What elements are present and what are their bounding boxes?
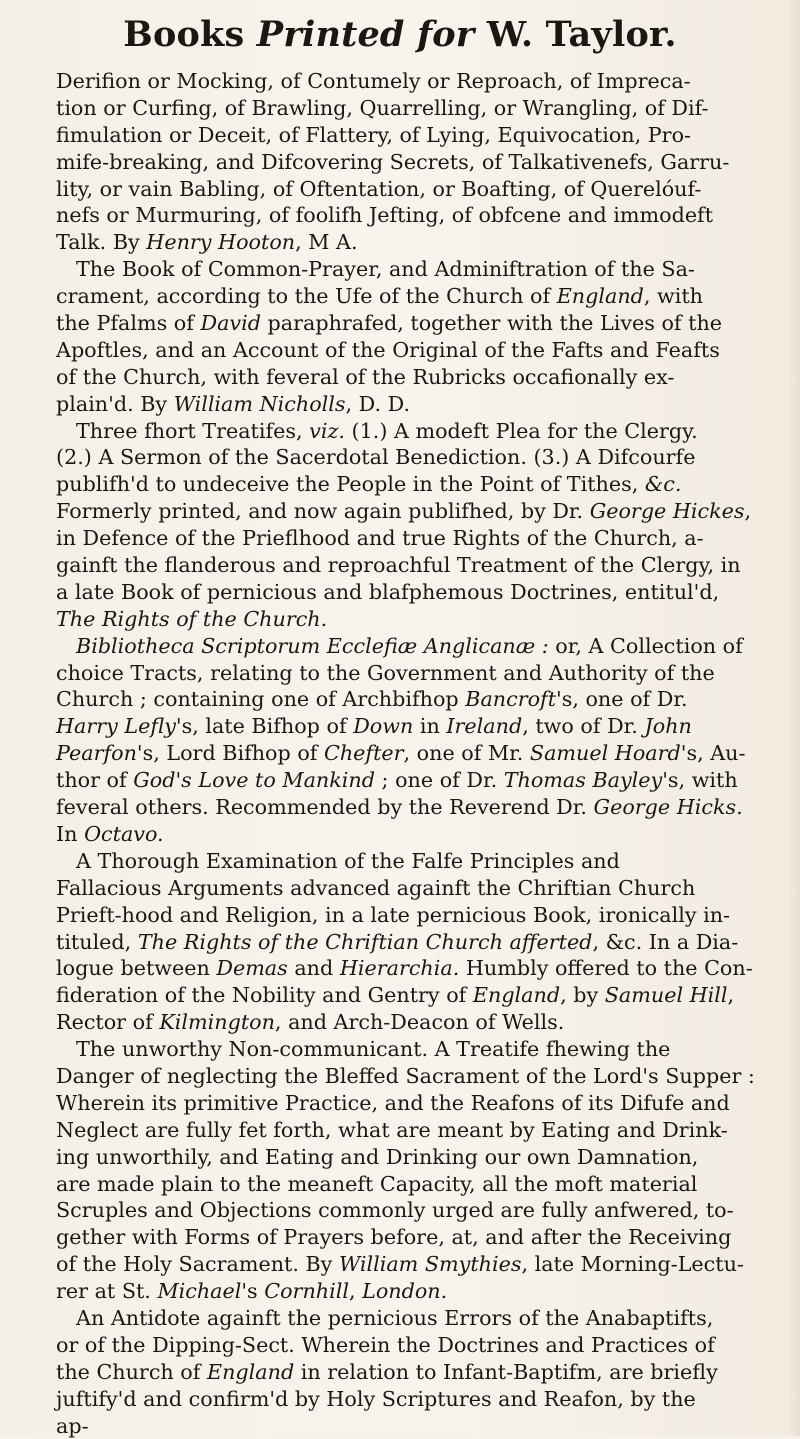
text-span: tituled,: [56, 929, 138, 954]
text-line: [56, 364, 786, 391]
text-line: [56, 1009, 786, 1036]
text-span: or, A Collection of: [548, 633, 743, 658]
text-line: [56, 875, 786, 902]
text-span: In: [56, 821, 85, 846]
text-span: , and Arch-Deacon of Wells.: [274, 1010, 565, 1035]
text-span: a late Book of pernicious and blafphemous Doctrines, entitul'd,: [56, 579, 720, 604]
italic-span: Bancroft: [465, 687, 557, 712]
text-line: [56, 202, 786, 229]
text-line: [56, 391, 786, 418]
italic-span: England: [556, 284, 644, 309]
italic-span: William Smythies: [338, 1252, 522, 1277]
text-line: [56, 122, 786, 149]
text-span: or of the Dipping-Sect. Wherein the Doctrines and Practices of: [56, 1332, 715, 1357]
text-line: [56, 337, 786, 364]
text-span: crament, according to the Ufe of the Church of: [56, 284, 557, 309]
text-line: [56, 767, 786, 794]
italic-span: Ireland: [446, 714, 523, 739]
text-span: in: [413, 714, 447, 739]
text-span: Three fhort Treatifes,: [76, 418, 310, 443]
text-span: in Defence of the Prieflhood and true Rights of the Church, a-: [56, 526, 704, 551]
text-span: and: [287, 956, 340, 981]
text-span: Fallacious Arguments advanced againft the Chriftian Church: [56, 875, 696, 900]
text-span: Scruples and Objections commonly urged are fully anfwered, to-: [56, 1198, 734, 1223]
italic-span: England: [472, 983, 561, 1008]
text-line: [56, 256, 786, 283]
text-line: [56, 310, 786, 337]
text-line: [56, 498, 786, 525]
italic-span: George Hicks.: [593, 795, 743, 820]
text-span: fideration of the Nobility and Gentry of: [56, 983, 473, 1008]
italic-span: The Rights of the Chriftian Church afferted: [137, 929, 593, 954]
text-line: [56, 1332, 786, 1359]
italic-span: Kilmington: [159, 1010, 275, 1035]
text-line: [56, 633, 786, 660]
italic-span: God's Love to Mankind: [133, 768, 375, 793]
italic-span: Harry Lefly: [56, 714, 176, 739]
text-span: logue between: [56, 956, 217, 981]
text-span: ,: [727, 983, 735, 1008]
text-span: mife-breaking, and Difcovering Secrets, of Talkativenefs, Garru-: [56, 149, 730, 174]
catalogue-text: [56, 68, 786, 1439]
text-span: The Book of Common-Prayer, and Adminiftration of the Sa-: [76, 257, 695, 282]
text-line: [56, 955, 786, 982]
text-span: (1.) A modeft Plea for the Clergy.: [344, 418, 698, 443]
text-span: Neglect are fully fet forth, what are meant by Eating and Drink-: [56, 1117, 728, 1142]
italic-span: England: [207, 1359, 295, 1384]
text-line: [56, 740, 786, 767]
italic-span: Michael: [157, 1279, 242, 1304]
header-italic: Printed for: [256, 14, 475, 55]
italic-span: London.: [362, 1279, 448, 1304]
text-line: [56, 176, 786, 203]
text-line: [56, 982, 786, 1009]
italic-span: Cornhill: [264, 1279, 349, 1304]
text-line: [56, 552, 786, 579]
text-span: (2.) A Sermon of the Sacerdotal Benediction. (3.) A Difcourfe: [56, 445, 696, 470]
text-span: Apoftles, and an Account of the Original of the Fafts and Feafts: [56, 337, 720, 362]
text-span: 's, late Bifhop of: [175, 714, 354, 739]
italic-span: John: [644, 714, 692, 739]
running-header: [0, 14, 800, 56]
text-line: [56, 1117, 786, 1144]
text-span: feveral others. Recommended by the Reverend Dr.: [56, 795, 594, 820]
text-span: the Pfalms of: [56, 311, 201, 336]
text-line: [56, 794, 786, 821]
text-line: [56, 821, 786, 848]
text-span: lity, or vain Babling, of Oftentation, or Boafting, of Querelóuf-: [56, 176, 702, 201]
text-span: of the Church, with feveral of the Rubricks occafionally ex-: [56, 364, 675, 389]
text-span: fimulation or Deceit, of Flattery, of Lying, Equivocation, Pro-: [56, 122, 692, 147]
text-span: The unworthy Non-communicant. A Treatife fhewing the: [76, 1037, 671, 1062]
italic-span: viz.: [309, 418, 345, 443]
italic-span: David: [200, 311, 261, 336]
text-span: , M A.: [295, 230, 358, 255]
text-line: [56, 713, 786, 740]
italic-span: Samuel Hill: [604, 983, 728, 1008]
text-span: ap-: [56, 1413, 89, 1438]
text-span: , by: [560, 983, 605, 1008]
text-line: [56, 229, 786, 256]
text-line: [56, 1386, 786, 1413]
text-span: the Church of: [56, 1359, 207, 1384]
text-span: Church ; containing one of Archbifhop: [56, 687, 466, 712]
text-span: Prieft-hood and Religion, in a late pernicious Book, ironically in-: [56, 902, 731, 927]
text-span: tion or Curfing, of Brawling, Quarrelling, or Wrangling, of Dif-: [56, 95, 709, 120]
text-span: 's, one of Dr.: [556, 687, 688, 712]
text-span: in relation to Infant-Baptifm, are briefly: [294, 1359, 718, 1384]
text-span: Wherein its primitive Practice, and the Reafons of its Difufe and: [56, 1090, 730, 1115]
text-line: [56, 283, 786, 310]
text-line: [56, 686, 786, 713]
text-span: publifh'd to undeceive the People in the Point of Tithes,: [56, 472, 645, 497]
text-span: , &c. In a Dia-: [592, 929, 739, 954]
text-line: [56, 929, 786, 956]
text-span: Rector of: [56, 1010, 160, 1035]
text-line: [56, 418, 786, 445]
text-span: are made plain to the meaneft Capacity, all the moft material: [56, 1171, 698, 1196]
text-span: ,: [348, 1279, 363, 1304]
text-line: [56, 606, 786, 633]
text-line: [56, 902, 786, 929]
text-span: , late Morning-Lectu-: [521, 1252, 744, 1277]
text-span: , with: [643, 284, 704, 309]
italic-span: Henry Hooton: [146, 230, 296, 255]
text-line: [56, 1359, 786, 1386]
text-line: [56, 1090, 786, 1117]
text-span: 's, Lord Bifhop of: [136, 741, 325, 766]
header-prefix: Books: [123, 14, 257, 55]
italic-span: George Hickes: [589, 499, 745, 524]
text-span: , D. D.: [345, 391, 411, 416]
text-span: 's, with: [662, 768, 738, 793]
text-span: An Antidote againft the pernicious Errors of the Anabaptifts,: [76, 1305, 714, 1330]
text-line: [56, 525, 786, 552]
text-span: of the Holy Sacrament. By: [56, 1252, 339, 1277]
italic-span: Chefter: [324, 741, 404, 766]
text-line: [56, 1144, 786, 1171]
italic-span: The Rights of the Church.: [56, 606, 328, 631]
text-span: A Thorough Examination of the Falfe Principles and: [76, 848, 620, 873]
italic-span: Samuel Hoard: [529, 741, 681, 766]
text-line: [56, 1224, 786, 1251]
text-span: Danger of neglecting the Bleffed Sacrament of the Lord's Supper :: [56, 1063, 755, 1088]
text-span: choice Tracts, relating to the Government and Authority of the: [56, 660, 715, 685]
header-suffix: W. Taylor.: [474, 14, 677, 55]
text-span: thor of: [56, 768, 134, 793]
italic-span: William Nicholls: [173, 391, 346, 416]
page-edge: [786, 0, 800, 1436]
italic-span: Octavo.: [84, 821, 164, 846]
text-line: [56, 1305, 786, 1332]
text-span: Derifion or Mocking, of Contumely or Reproach, of Impreca-: [56, 69, 691, 93]
text-span: ing unworthily, and Eating and Drinking our own Damnation,: [56, 1144, 699, 1169]
text-line: [56, 660, 786, 687]
text-span: plain'd. By: [56, 391, 174, 416]
text-span: Talk. By: [56, 230, 147, 255]
text-line: [56, 1413, 786, 1439]
text-line: [56, 1251, 786, 1278]
text-span: gether with Forms of Prayers before, at, and after the Receiving: [56, 1225, 732, 1250]
italic-span: Hierarchia.: [339, 956, 460, 981]
italic-span: Pearfon: [56, 741, 137, 766]
text-span: ; one of Dr.: [374, 768, 504, 793]
italic-span: Down: [353, 714, 414, 739]
text-line: [56, 149, 786, 176]
text-line: [56, 1171, 786, 1198]
text-line: [56, 848, 786, 875]
text-line: [56, 1278, 786, 1305]
text-line: [56, 1063, 786, 1090]
text-span: paraphrafed, together with the Lives of the: [260, 311, 723, 336]
text-span: 's, Au-: [680, 741, 746, 766]
text-span: , one of Mr.: [403, 741, 530, 766]
text-span: Formerly printed, and now again publifhed, by Dr.: [56, 499, 590, 524]
text-span: gainft the flanderous and reproachful Treatment of the Clergy, in: [56, 553, 741, 578]
text-span: nefs or Murmuring, of foolifh Jefting, of obfcene and immodeft: [56, 203, 714, 228]
text-line: [56, 471, 786, 498]
text-line: [56, 1197, 786, 1224]
text-span: , two of Dr.: [522, 714, 645, 739]
italic-span: Thomas Bayley: [503, 768, 663, 793]
text-line: [56, 95, 786, 122]
text-span: 's: [241, 1279, 265, 1304]
text-span: juftify'd and confirm'd by Holy Scriptures and Reafon, by the: [56, 1386, 696, 1411]
text-line: [56, 1036, 786, 1063]
text-span: Humbly offered to the Con-: [459, 956, 753, 981]
text-line: [56, 444, 786, 471]
text-span: ,: [744, 499, 752, 524]
italic-span: Bibliotheca Scriptorum Ecclefiæ Anglicanæ :: [76, 633, 549, 658]
text-line: [56, 68, 786, 95]
italic-span: Demas: [216, 956, 288, 981]
text-line: [56, 579, 786, 606]
italic-span: &c.: [644, 472, 682, 497]
text-span: rer at St.: [56, 1279, 158, 1304]
